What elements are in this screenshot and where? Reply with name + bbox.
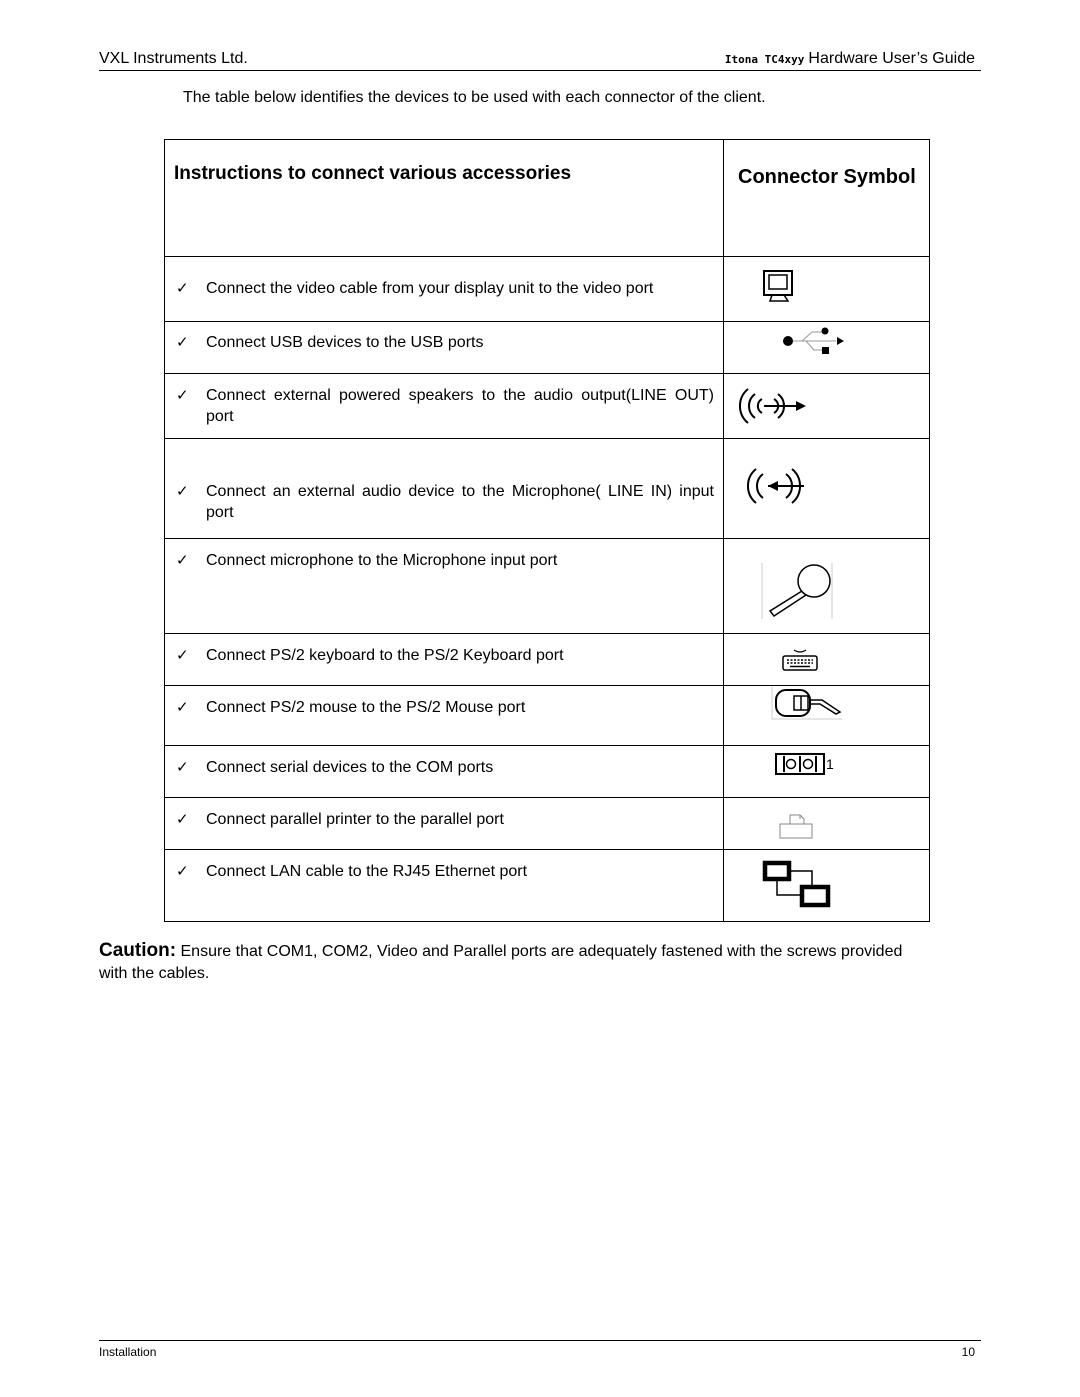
table-row [165,850,930,922]
row-text: Connect external powered speakers to the audio output(LINE OUT) port [206,387,714,425]
footer-section: Installation [99,1345,157,1359]
check-icon: ✓ [176,334,189,351]
row-text: Connect USB devices to the USB ports [206,334,484,351]
accessories-table [164,139,930,922]
table-header-row [165,140,930,257]
row-text: Connect parallel printer to the parallel port [206,811,504,828]
check-icon: ✓ [176,552,189,569]
microphone-icon [760,561,834,621]
intro-text: The table below identifies the devices to be used with each connector of the client. [183,89,766,106]
instructions-header: Instructions to connect various accessories [165,140,724,257]
row-text: Connect the video cable from your display unit to the video port [206,280,654,297]
table-row [165,257,930,322]
row-text: Connect PS/2 mouse to the PS/2 Mouse port [206,699,526,716]
row-text: Connect an external audio device to the Microphone( LINE IN) input port [206,483,714,521]
table-row [165,798,930,850]
usb-icon [780,324,850,358]
table-row [165,634,930,686]
guide-title [725,50,975,68]
line-in-icon [746,461,812,511]
row-text: Connect PS/2 keyboard to the PS/2 Keyboard port [206,647,564,664]
page-footer [99,1340,981,1359]
caution-note [99,940,929,985]
keyboard-icon [780,648,820,678]
connector-symbol-header: Connector Symbol [724,140,930,257]
parallel-port-icon [778,812,816,840]
video-port-icon [762,269,798,305]
check-icon: ✓ [176,387,189,404]
ethernet-icon [762,860,834,912]
page-header [99,50,981,71]
row-text: Connect microphone to the Microphone input port [206,552,558,569]
check-icon: ✓ [176,647,189,664]
mouse-icon [770,686,846,722]
page-number: 10 [961,1345,975,1359]
caution-text: Ensure that COM1, COM2, Video and Parallel ports are adequately fastened with the screws provided with the cables. [99,943,903,982]
table-row [165,322,930,374]
check-icon: ✓ [176,811,189,828]
check-icon: ✓ [176,759,189,776]
check-icon: ✓ [176,280,189,297]
table-row [165,746,930,798]
table-row [165,539,930,634]
company-name: VXL Instruments Ltd. [99,50,248,67]
check-icon: ✓ [176,483,189,500]
row-text: Connect LAN cable to the RJ45 Ethernet port [206,863,528,880]
caution-label: Caution: [99,940,177,961]
table-row [165,439,930,539]
table-row [165,686,930,746]
serial-port-icon [774,751,826,777]
line-out-icon [738,381,810,431]
check-icon: ✓ [176,699,189,716]
check-icon: ✓ [176,863,189,880]
product-name: Itona TC4xyy [724,53,805,66]
table-row [165,374,930,439]
guide-name: Hardware User’s Guide [808,50,975,67]
row-text: Connect serial devices to the COM ports [206,759,494,776]
serial-port-number: 1 [826,756,834,772]
